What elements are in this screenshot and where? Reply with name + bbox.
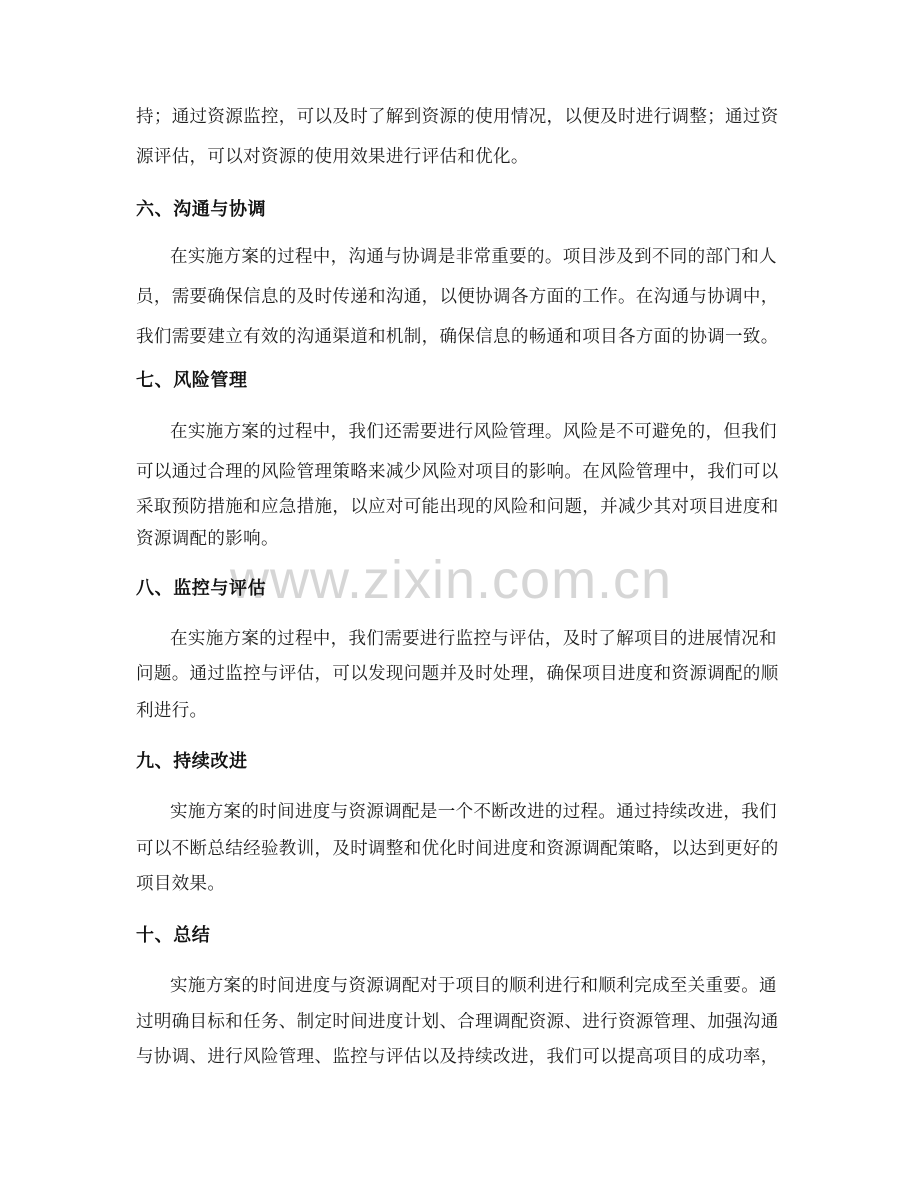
- watermark: www.zixin.com.cn: [230, 550, 673, 610]
- paragraph-line: 与协调、进行风险管理、监控与评估以及持续改进，我们可以提高项目的成功率，: [136, 1047, 779, 1067]
- paragraph-line: 在实施方案的过程中，沟通与协调是非常重要的。项目涉及到不同的部门和人: [170, 247, 777, 267]
- paragraph-line: 在实施方案的过程中，我们需要进行监控与评估，及时了解项目的进展情况和: [170, 629, 777, 649]
- section-heading: 六、沟通与协调: [136, 199, 267, 220]
- section-heading: 七、风险管理: [136, 370, 248, 391]
- paragraph-line: 过明确目标和任务、制定时间进度计划、合理调配资源、进行资源管理、加强沟通: [136, 1012, 779, 1032]
- section-heading: 十、总结: [136, 925, 211, 946]
- paragraph-line: 可以通过合理的风险管理策略来减少风险对项目的影响。在风险管理中，我们可以: [136, 462, 779, 482]
- paragraph-line: 源评估，可以对资源的使用效果进行评估和优化。: [136, 147, 529, 167]
- section-heading: 九、持续改进: [136, 751, 248, 772]
- paragraph-line: 问题。通过监控与评估，可以发现问题并及时处理，确保项目进度和资源调配的顺: [136, 664, 779, 684]
- paragraph-line: 我们需要建立有效的沟通渠道和机制，确保信息的畅通和项目各方面的协调一致。: [136, 327, 779, 347]
- paragraph-line: 在实施方案的过程中，我们还需要进行风险管理。风险是不可避免的，但我们: [170, 422, 777, 442]
- paragraph-line: 实施方案的时间进度与资源调配是一个不断改进的过程。通过持续改进，我们: [170, 802, 777, 822]
- paragraph-line: 利进行。: [136, 701, 208, 721]
- paragraph-line: 员，需要确保信息的及时传递和沟通，以便协调各方面的工作。在沟通与协调中，: [136, 287, 779, 307]
- paragraph-line: 实施方案的时间进度与资源调配对于项目的顺利进行和顺利完成至关重要。通: [170, 976, 777, 996]
- paragraph-line: 可以不断总结经验教训，及时调整和优化时间进度和资源调配策略，以达到更好的: [136, 839, 779, 859]
- paragraph-line: 采取预防措施和应急措施，以应对可能出现的风险和问题，并减少其对项目进度和: [136, 497, 779, 517]
- paragraph-line: 持；通过资源监控，可以及时了解到资源的使用情况，以便及时进行调整；通过资: [136, 107, 779, 127]
- section-heading: 八、监控与评估: [136, 578, 267, 599]
- paragraph-line: 资源调配的影响。: [136, 529, 279, 549]
- paragraph-line: 项目效果。: [136, 874, 226, 894]
